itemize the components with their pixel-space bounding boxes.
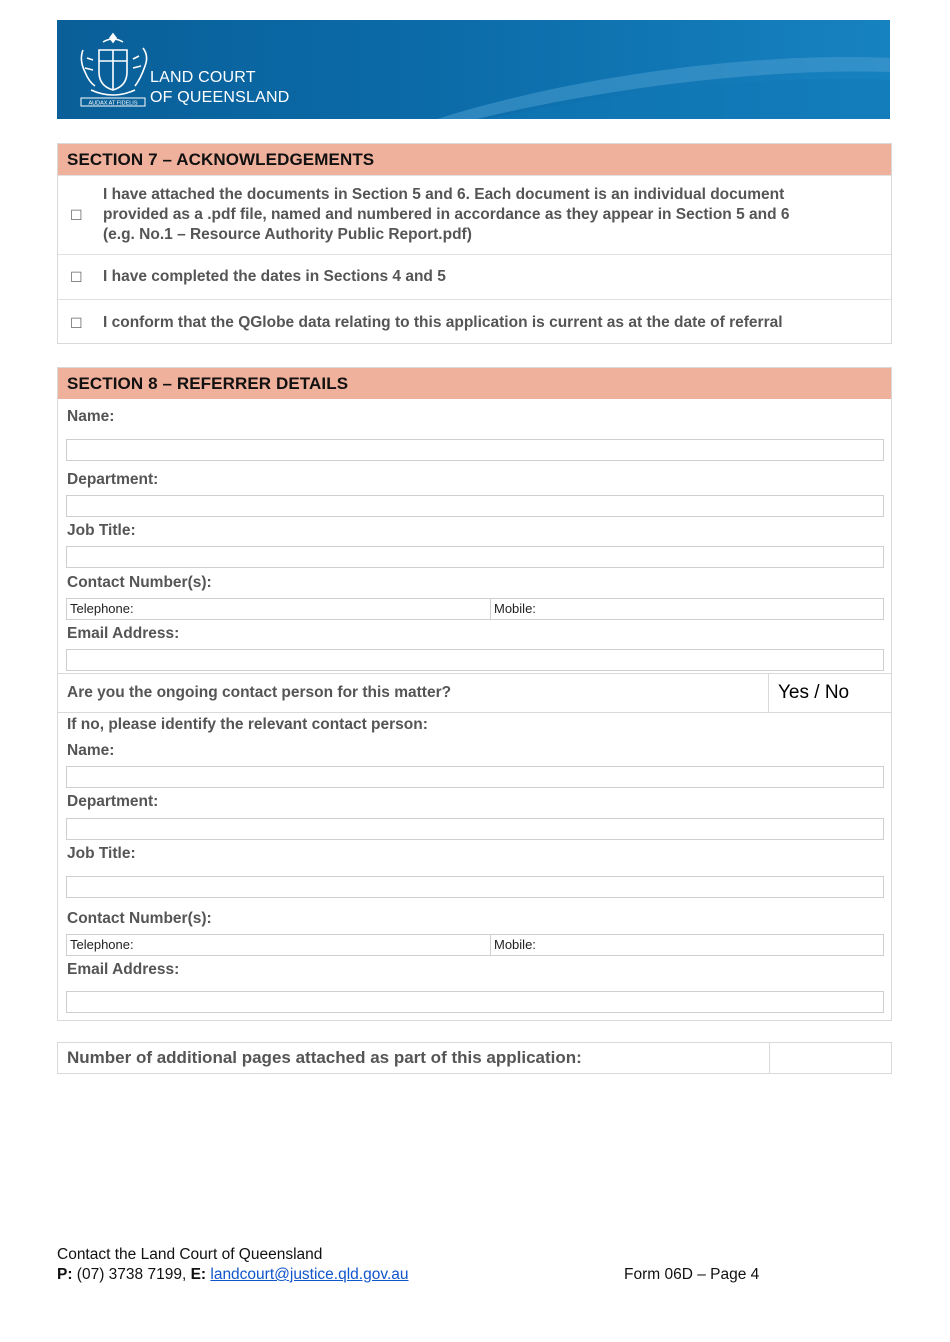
alt-department-field[interactable] [66,818,884,840]
referrer-phone-row [66,598,884,620]
referrer-job-title-label: Job Title: [67,522,136,539]
ongoing-contact-question: Are you the ongoing contact person for this matter? [67,684,452,701]
referrer-job-title-field[interactable] [66,546,884,568]
form-page-number: Form 06D – Page 4 [624,1266,760,1283]
referrer-name-label: Name: [67,408,115,425]
referrer-mobile-label: Mobile: [494,601,536,616]
ack-documents-line2: provided as a .pdf file, named and numbered in accordance as they appear in Section 5 and 6 [103,206,790,223]
court-name-line1: LAND COURT [150,69,256,86]
ack-item-dates [58,254,891,299]
referrer-name-field[interactable] [66,439,884,461]
alt-job-title-label: Job Title: [67,845,136,862]
alt-name-label: Name: [67,742,115,759]
referrer-telephone-field[interactable] [67,599,491,619]
alt-contact-label: Contact Number(s): [67,910,212,927]
svg-text:AUDAX AT FIDELIS: AUDAX AT FIDELIS [88,100,138,107]
referrer-email-field[interactable] [66,649,884,671]
alt-mobile-label: Mobile: [494,937,536,952]
footer-phone-prefix: P: [57,1266,73,1283]
footer-email-link[interactable]: landcourt@justice.qld.gov.au [210,1266,409,1283]
alt-telephone-label: Telephone: [70,937,134,952]
ack-item-qglobe [58,299,891,344]
alt-mobile-field[interactable] [491,935,883,955]
footer-phone: (07) 3738 7199, [72,1266,191,1283]
footer-contact [57,1245,409,1285]
checkbox-dates[interactable]: ☐ [70,269,83,285]
footer-contact-line: Contact the Land Court of Queensland [57,1246,323,1263]
alt-phone-row [66,934,884,956]
referrer-mobile-field[interactable] [491,599,883,619]
section-7-title: SECTION 7 – ACKNOWLEDGEMENTS [58,144,891,175]
alt-email-label: Email Address: [67,961,180,978]
ack-text-dates: I have completed the dates in Sections 4 and 5 [103,268,446,285]
ack-documents-line1: I have attached the documents in Section 5 and 6. Each document is an individual document [103,186,785,203]
alt-name-field[interactable] [66,766,884,788]
checkbox-qglobe[interactable]: ☐ [70,315,83,331]
section-8-referrer-details [57,367,892,1021]
ack-item-documents [58,175,891,254]
queensland-crest-logo [73,28,153,110]
header-banner [57,20,890,119]
ongoing-contact-answer[interactable]: Yes / No [768,674,890,712]
referrer-contact-label: Contact Number(s): [67,574,212,591]
section-7-acknowledgements [57,143,892,344]
referrer-email-label: Email Address: [67,625,180,642]
ongoing-contact-row [58,673,891,713]
referrer-department-label: Department: [67,471,159,488]
additional-pages-row [57,1042,892,1074]
section-8-title: SECTION 8 – REFERRER DETAILS [58,368,891,399]
alt-contact-intro: If no, please identify the relevant contact person: [67,716,428,733]
ack-documents-line3: (e.g. No.1 – Resource Authority Public Report.pdf) [103,226,472,243]
ack-text-qglobe: I conform that the QGlobe data relating to this application is current as at the date of referral [103,314,783,331]
alt-department-label: Department: [67,793,159,810]
footer-phone-email-line [57,1265,409,1285]
court-name-line2: OF QUEENSLAND [150,89,290,106]
additional-pages-field[interactable] [769,1043,892,1073]
court-name [150,68,290,108]
alt-email-field[interactable] [66,991,884,1013]
referrer-telephone-label: Telephone: [70,601,134,616]
footer-email-prefix: E: [190,1266,207,1283]
alt-job-title-field[interactable] [66,876,884,898]
alt-telephone-field[interactable] [67,935,491,955]
ack-text-documents [103,185,883,245]
additional-pages-question: Number of additional pages attached as part of this application: [67,1048,582,1067]
referrer-department-field[interactable] [66,495,884,517]
checkbox-documents[interactable]: ☐ [70,207,83,223]
